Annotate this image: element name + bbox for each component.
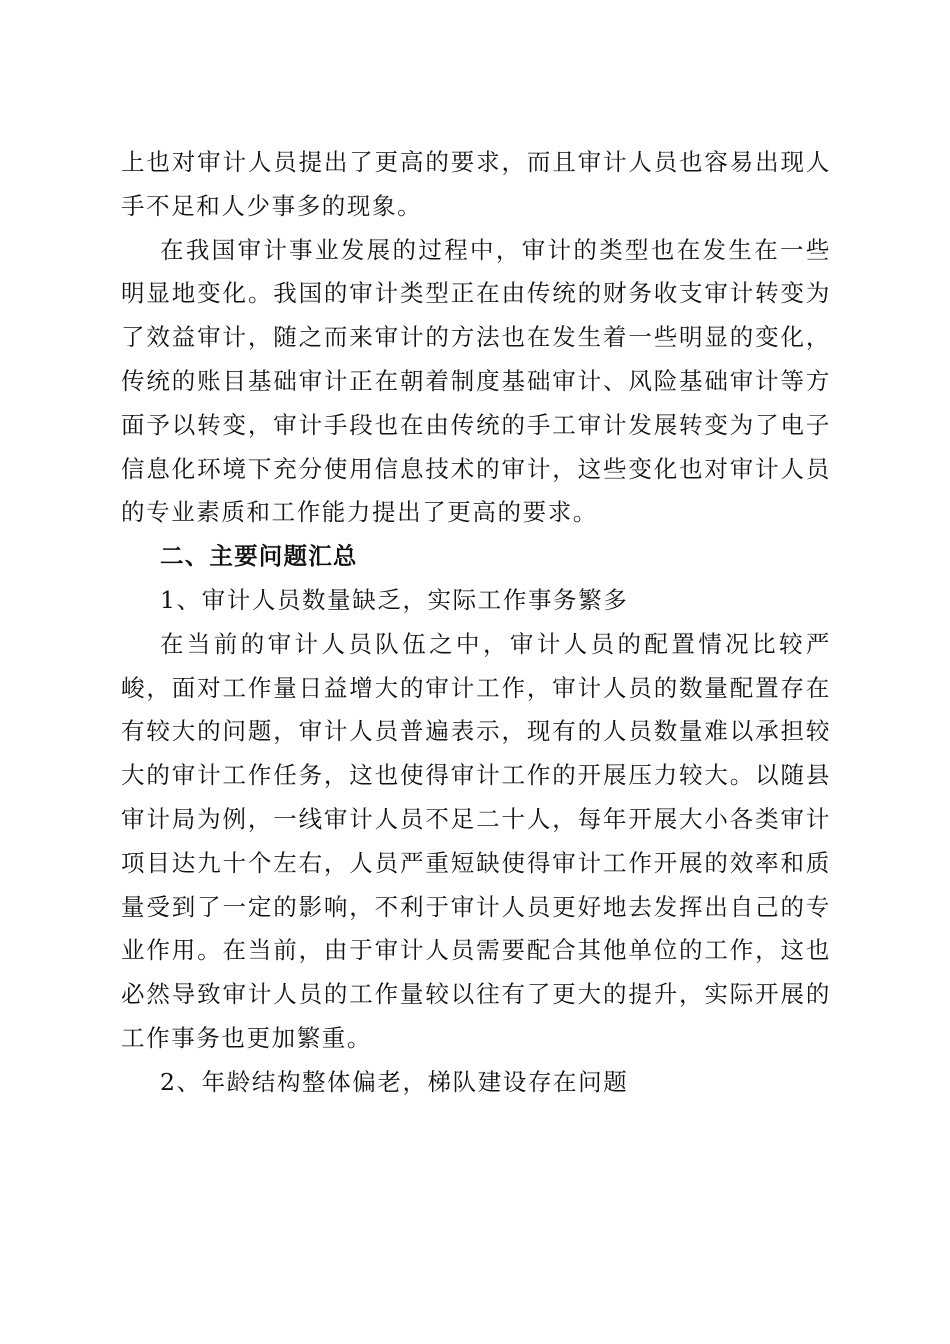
continuation-paragraph: 上也对审计人员提出了更高的要求，而且审计人员也容易出现人手不足和人少事多的现象。 (121, 148, 831, 220)
document-body (121, 141, 831, 1105)
section-heading-main-problems: 二、主要问题汇总 (160, 542, 358, 571)
subheading-age-structure: 2、年龄结构整体偏老，梯队建设存在问题 (160, 1067, 629, 1096)
body-paragraph-audit-types: 在我国审计事业发展的过程中，审计的类型也在发生在一些明显地变化。我国的审计类型正在由传统的财务收支审计转变为了效益审计，随之而来审计的方法也在发生着一些明显的变化，传统的账目基础审计正在朝着制度基础审计、风险基础审计等方面予以转变，审计手段也在由传统的手工审计发展转变为了电子信息化环境下充分使用信息技术的审计，这些变化也对审计人员的专业素质和工作能力提出了更高的要求。 (121, 235, 831, 527)
body-paragraph-staff-shortage: 在当前的审计人员队伍之中，审计人员的配置情况比较严峻，面对工作量日益增大的审计工作，审计人员的数量配置存在有较大的问题，审计人员普遍表示，现有的人员数量难以承担较大的审计工作任务，这也使得审计工作的开展压力较大。以随县审计局为例，一线审计人员不足二十人，每年开展大小各类审计项目达九十个左右，人员严重短缺使得审计工作开展的效率和质量受到了一定的影响，不利于审计人员更好地去发挥出自己的专业作用。在当前，由于审计人员需要配合其他单位的工作，这也必然导致审计人员的工作量较以往有了更大的提升，实际开展的工作事务也更加繁重。 (121, 629, 831, 1052)
subheading-staff-shortage: 1、审计人员数量缺乏，实际工作事务繁多 (160, 585, 629, 614)
